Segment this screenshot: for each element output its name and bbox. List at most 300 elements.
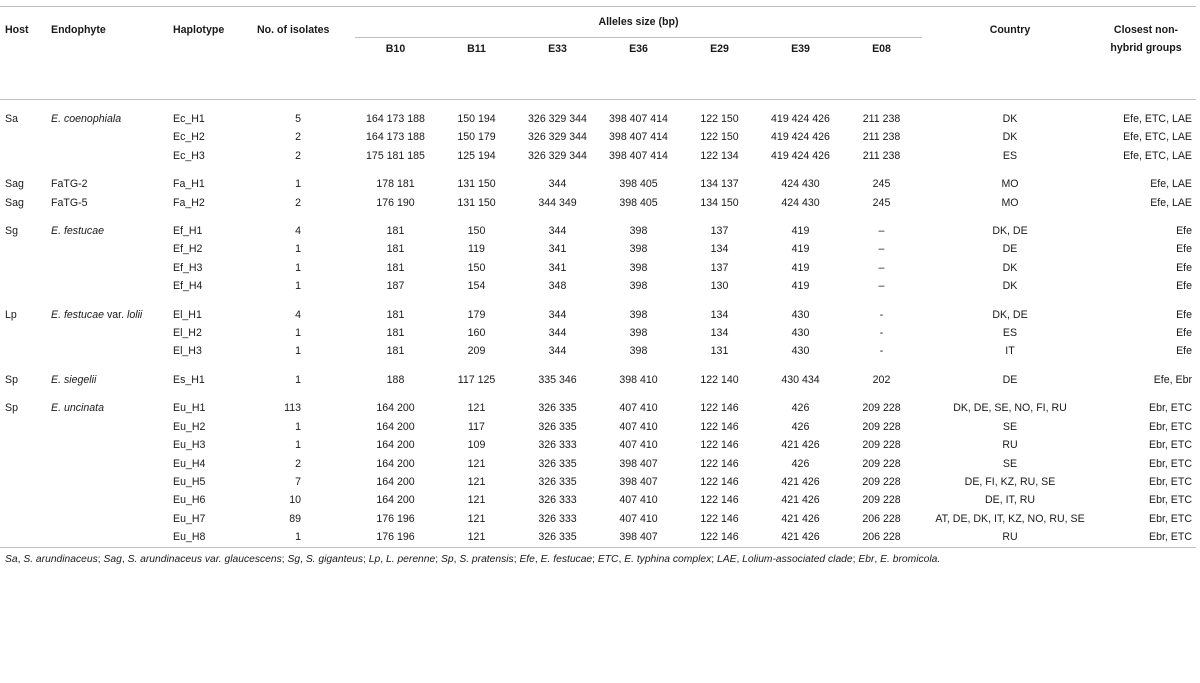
- cell-iso: 2: [295, 196, 301, 209]
- cell-e29: 122 150: [700, 113, 739, 125]
- cell-e08: 209 228: [862, 439, 901, 452]
- header-b11: B11: [467, 43, 486, 55]
- cell-iso: 10: [289, 494, 301, 507]
- cell-closest: Ebr, ETC: [1149, 531, 1192, 544]
- group-spacer: [0, 100, 1196, 111]
- cell-e29: 122 146: [700, 475, 739, 488]
- header-b10: B10: [385, 43, 406, 55]
- endophyte-name: E. uncinata: [51, 402, 105, 415]
- cell-e08: 209 228: [862, 420, 901, 433]
- cell-closest: Efe, ETC, LAE: [1123, 113, 1192, 125]
- cell-e36: 398 407: [619, 457, 658, 470]
- cell-iso: 113: [284, 402, 301, 415]
- cell-endophyte: [49, 147, 171, 165]
- cell-e36: 398 405: [619, 196, 658, 209]
- cell-b10: 164 200: [376, 494, 415, 507]
- cell-e39: 419 424 426: [771, 131, 830, 144]
- cell-endophyte: [49, 259, 171, 277]
- cell-closest: Efe: [1176, 327, 1192, 340]
- cell-hap: Eu_H1: [173, 402, 206, 415]
- cell-e33: 326 335: [538, 475, 577, 488]
- cell-iso: 1: [295, 261, 301, 274]
- table-row: [0, 277, 1196, 295]
- cell-e36: 398 405: [619, 178, 658, 191]
- table-row: [0, 175, 1196, 193]
- cell-b11: 121: [467, 531, 486, 544]
- cell-e33: 326 329 344: [528, 131, 587, 144]
- table-row: [0, 240, 1196, 258]
- cell-iso: 2: [295, 457, 301, 470]
- cell-iso: 89: [289, 512, 301, 525]
- table-row: [0, 473, 1196, 491]
- cell-e33: 348: [548, 280, 567, 293]
- cell-e39: 421 426: [781, 439, 820, 452]
- header-e29: E29: [710, 43, 729, 55]
- footnote: Sa, S. arundinaceus; Sag, S. arundinaceus var. glaucescens; Sg, S. giganteus; Lp, L. perenne; Sp, S. pratensis; Efe, E. festucae; ETC, E. typhina complex; LAE, Lolium-associated clade; Ebr, E. bromicola.: [0, 547, 1196, 572]
- cell-e08: –: [878, 261, 885, 274]
- header-e36: E36: [629, 43, 648, 55]
- cell-endophyte: [49, 324, 171, 342]
- cell-e33: 326 333: [538, 439, 577, 452]
- cell-b10: 176 196: [376, 512, 415, 525]
- header-e33: E33: [548, 43, 567, 55]
- cell-closest: Efe, LAE: [1150, 178, 1192, 191]
- cell-iso: 1: [295, 420, 301, 433]
- cell-b11: 150 194: [457, 113, 496, 125]
- cell-hap: Ec_H3: [173, 149, 205, 162]
- table-row: [0, 528, 1196, 547]
- cell-e08: 206 228: [862, 512, 901, 525]
- header-country: Country: [922, 7, 1098, 100]
- cell-host: Sp: [5, 373, 18, 386]
- cell-endophyte: [49, 455, 171, 473]
- cell-iso: 1: [295, 280, 301, 293]
- cell-e33: 344 349: [538, 196, 577, 209]
- cell-b11: 121: [467, 475, 486, 488]
- cell-host: [0, 147, 49, 165]
- cell-e36: 398: [629, 261, 648, 274]
- cell-e29: 134 137: [700, 178, 739, 191]
- cell-closest: Ebr, ETC: [1149, 512, 1192, 525]
- cell-iso: 7: [295, 475, 301, 488]
- cell-e08: -: [879, 327, 884, 340]
- group-spacer: [0, 212, 1196, 222]
- group-spacer: [0, 361, 1196, 371]
- cell-endophyte: [49, 418, 171, 436]
- cell-e36: 398 407 414: [609, 131, 668, 144]
- cell-e36: 398: [629, 280, 648, 293]
- cell-e08: 209 228: [862, 494, 901, 507]
- table-body: [0, 100, 1196, 548]
- cell-country: RU: [1002, 531, 1018, 544]
- cell-e36: 398 407: [619, 475, 658, 488]
- cell-hap: Ef_H2: [173, 243, 203, 256]
- endophyte-name: FaTG-2: [51, 178, 88, 191]
- cell-country: SE: [1002, 420, 1018, 433]
- cell-b10: 176 196: [376, 531, 415, 544]
- table-row: [0, 194, 1196, 212]
- cell-hap: Eu_H8: [173, 531, 206, 544]
- cell-e39: 419: [791, 243, 810, 256]
- cell-country: ES: [1002, 149, 1018, 162]
- cell-e39: 421 426: [781, 494, 820, 507]
- cell-country: DE: [1002, 373, 1018, 386]
- table-row: [0, 259, 1196, 277]
- cell-host: [0, 455, 49, 473]
- cell-e39: 421 426: [781, 512, 820, 525]
- endophyte-variety: lolii: [126, 308, 143, 321]
- cell-e36: 398 407: [619, 531, 658, 544]
- cell-host: [0, 259, 49, 277]
- cell-e08: 209 228: [862, 475, 901, 488]
- cell-country: IT: [1005, 345, 1015, 358]
- endophyte-name: E. festucae: [51, 308, 104, 321]
- cell-e33: 326 335: [538, 402, 577, 415]
- cell-host: [0, 510, 49, 528]
- cell-country: DK: [1002, 131, 1018, 144]
- cell-country: DK, DE: [992, 225, 1028, 238]
- cell-host: [0, 240, 49, 258]
- cell-e33: 335 346: [538, 373, 577, 386]
- cell-b10: 175 181 185: [366, 149, 425, 162]
- cell-endophyte: [49, 491, 171, 509]
- cell-endophyte: [49, 306, 171, 324]
- cell-b11: 121: [467, 494, 486, 507]
- cell-e29: 137: [710, 261, 729, 274]
- cell-e29: 122 146: [700, 494, 739, 507]
- cell-closest: Ebr, ETC: [1149, 420, 1192, 433]
- cell-host: [0, 324, 49, 342]
- cell-e33: 344: [548, 178, 567, 191]
- table-row: [0, 491, 1196, 509]
- cell-b11: 131 150: [457, 196, 496, 209]
- cell-e08: 209 228: [862, 402, 901, 415]
- cell-iso: 1: [295, 345, 301, 358]
- cell-e08: 245: [872, 178, 891, 191]
- table-row: [0, 306, 1196, 324]
- cell-host: Sp: [5, 402, 18, 415]
- table-row: [0, 128, 1196, 146]
- cell-e39: 419: [791, 280, 810, 293]
- cell-hap: Es_H1: [173, 373, 205, 386]
- table-row: [0, 436, 1196, 454]
- cell-e29: 134: [710, 308, 729, 321]
- alleles-table: [0, 6, 1196, 572]
- cell-host: [0, 418, 49, 436]
- cell-e36: 398: [629, 243, 648, 256]
- cell-e29: 122 146: [700, 439, 739, 452]
- header-e39: E39: [791, 43, 810, 55]
- cell-host: Sag: [5, 196, 24, 209]
- cell-b10: 181: [386, 308, 405, 321]
- cell-e39: 419: [791, 225, 810, 238]
- cell-e36: 398: [629, 225, 648, 238]
- cell-e33: 326 333: [538, 512, 577, 525]
- cell-e33: 341: [548, 261, 567, 274]
- cell-b10: 164 200: [376, 402, 415, 415]
- cell-e29: 122 146: [700, 420, 739, 433]
- cell-e39: 419: [791, 261, 810, 274]
- cell-e08: 202: [872, 373, 891, 386]
- cell-e33: 326 335: [538, 420, 577, 433]
- cell-e29: 122 146: [700, 402, 739, 415]
- cell-b11: 150: [467, 225, 486, 238]
- cell-closest: Efe, ETC, LAE: [1123, 131, 1192, 144]
- cell-e39: 424 430: [781, 196, 820, 209]
- cell-host: Sg: [5, 225, 18, 238]
- cell-e29: 134: [710, 327, 729, 340]
- group-spacer: [0, 165, 1196, 175]
- cell-iso: 1: [295, 178, 301, 191]
- cell-e08: –: [878, 243, 885, 256]
- table-row: [0, 324, 1196, 342]
- cell-country: DK: [1002, 261, 1018, 274]
- table-row: [0, 110, 1196, 128]
- cell-country: DK: [1002, 113, 1018, 125]
- endophyte-var: var.: [104, 308, 127, 321]
- cell-e36: 407 410: [619, 439, 658, 452]
- endophyte-name: E. coenophiala: [51, 113, 122, 125]
- cell-b11: 117: [468, 420, 485, 433]
- cell-endophyte: [49, 342, 171, 360]
- cell-closest: Efe: [1176, 243, 1192, 256]
- cell-closest: Efe: [1176, 225, 1192, 238]
- cell-b11: 125 194: [457, 149, 496, 162]
- cell-b10: 176 190: [376, 196, 415, 209]
- cell-b11: 209: [467, 345, 486, 358]
- cell-country: DE, IT, RU: [984, 494, 1036, 507]
- cell-b11: 160: [467, 327, 486, 340]
- cell-b11: 109: [467, 439, 486, 452]
- group-spacer: [0, 389, 1196, 399]
- cell-host: [0, 277, 49, 295]
- table-row: [0, 455, 1196, 473]
- cell-country: MO: [1001, 178, 1019, 191]
- table-row: [0, 147, 1196, 165]
- cell-b11: 131 150: [457, 178, 496, 191]
- cell-endophyte: [49, 240, 171, 258]
- cell-hap: Ef_H3: [173, 261, 203, 274]
- table-row: [0, 399, 1196, 417]
- cell-e29: 122 140: [700, 373, 739, 386]
- header-alleles-group: Alleles size (bp): [355, 7, 922, 38]
- cell-host: [0, 436, 49, 454]
- table-row: [0, 222, 1196, 240]
- cell-closest: Efe, ETC, LAE: [1123, 149, 1192, 162]
- cell-e36: 407 410: [619, 420, 658, 433]
- cell-e33: 326 329 344: [528, 149, 587, 162]
- cell-b11: 121: [467, 512, 486, 525]
- cell-hap: Ef_H4: [173, 280, 203, 293]
- cell-e39: 419 424 426: [771, 149, 830, 162]
- cell-endophyte: [49, 222, 171, 240]
- cell-e29: 130: [710, 280, 729, 293]
- table-row: [0, 418, 1196, 436]
- cell-b10: 187: [386, 280, 405, 293]
- cell-country: AT, DE, DK, IT, KZ, NO, RU, SE: [935, 512, 1085, 525]
- endophyte-name: FaTG-5: [51, 196, 88, 209]
- cell-e39: 430 434: [781, 373, 820, 386]
- cell-b10: 181: [386, 225, 405, 238]
- cell-closest: Efe, LAE: [1150, 196, 1192, 209]
- cell-e39: 430: [791, 345, 810, 358]
- cell-b11: 121: [467, 457, 486, 470]
- cell-iso: 4: [295, 308, 301, 321]
- cell-e08: -: [879, 308, 884, 321]
- cell-b11: 154: [467, 280, 486, 293]
- cell-b11: 117 125: [457, 373, 496, 386]
- cell-e33: 326 333: [538, 494, 577, 507]
- header-isolates: No. of isolates: [253, 7, 355, 100]
- cell-hap: Eu_H5: [173, 475, 206, 488]
- table-row: [0, 342, 1196, 360]
- cell-b10: 164 200: [376, 420, 415, 433]
- cell-host: [0, 342, 49, 360]
- cell-endophyte: [49, 277, 171, 295]
- cell-e39: 426: [791, 457, 810, 470]
- cell-e29: 131: [710, 345, 729, 358]
- cell-b11: 121: [467, 402, 486, 415]
- cell-e33: 344: [548, 225, 567, 238]
- cell-e29: 122 146: [700, 531, 739, 544]
- cell-country: DK, DE, SE, NO, FI, RU: [953, 402, 1067, 415]
- cell-host: Sag: [5, 178, 24, 191]
- cell-e08: 211 238: [862, 149, 901, 162]
- header-closest: Closest non-hybrid groups: [1098, 7, 1196, 100]
- cell-hap: Eu_H2: [173, 420, 206, 433]
- cell-e29: 137: [710, 225, 729, 238]
- cell-closest: Efe: [1176, 345, 1192, 358]
- cell-e39: 430: [791, 308, 810, 321]
- cell-e36: 407 410: [619, 402, 658, 415]
- cell-closest: Efe: [1176, 261, 1192, 274]
- cell-hap: Ec_H1: [173, 113, 205, 125]
- cell-iso: 2: [295, 149, 301, 162]
- cell-e29: 122 146: [700, 457, 739, 470]
- cell-host: Lp: [5, 308, 17, 321]
- cell-e33: 344: [548, 345, 567, 358]
- header-haplotype: Haplotype: [171, 7, 253, 100]
- cell-e39: 421 426: [781, 475, 820, 488]
- cell-e39: 430: [791, 327, 810, 340]
- cell-closest: Ebr, ETC: [1149, 457, 1192, 470]
- cell-e39: 426: [791, 402, 810, 415]
- cell-hap: El_H2: [173, 327, 202, 340]
- cell-e39: 424 430: [781, 178, 820, 191]
- endophyte-name: E. siegelii: [51, 373, 97, 386]
- cell-e29: 134: [710, 243, 729, 256]
- cell-endophyte: [49, 371, 171, 389]
- cell-hap: Eu_H4: [173, 457, 206, 470]
- cell-endophyte: [49, 399, 171, 417]
- cell-endophyte: [49, 473, 171, 491]
- cell-b10: 181: [386, 261, 405, 274]
- cell-iso: 1: [295, 327, 301, 340]
- cell-hap: El_H1: [173, 308, 202, 321]
- cell-e08: 206 228: [862, 531, 901, 544]
- cell-endophyte: [49, 175, 171, 193]
- cell-host: [0, 128, 49, 146]
- cell-iso: 2: [295, 131, 301, 144]
- cell-e29: 122 150: [700, 131, 739, 144]
- cell-country: ES: [1002, 327, 1018, 340]
- cell-b10: 164 200: [376, 475, 415, 488]
- cell-b10: 181: [386, 327, 405, 340]
- cell-endophyte: [49, 194, 171, 212]
- cell-host: [0, 491, 49, 509]
- cell-iso: 1: [295, 373, 301, 386]
- cell-e39: 421 426: [781, 531, 820, 544]
- cell-endophyte: [49, 528, 171, 547]
- cell-closest: Ebr, ETC: [1149, 494, 1192, 507]
- cell-e36: 398 407 414: [609, 149, 668, 162]
- cell-host: [0, 473, 49, 491]
- cell-endophyte: [49, 510, 171, 528]
- cell-country: RU: [1002, 439, 1018, 452]
- cell-e33: 326 335: [538, 531, 577, 544]
- cell-b11: 119: [468, 243, 485, 256]
- cell-hap: Eu_H6: [173, 494, 206, 507]
- cell-country: DE: [1002, 243, 1018, 256]
- cell-e08: –: [878, 280, 885, 293]
- cell-hap: Ec_H2: [173, 131, 205, 144]
- cell-e36: 398: [629, 327, 648, 340]
- cell-e08: 211 238: [862, 113, 901, 125]
- cell-b10: 181: [386, 243, 405, 256]
- cell-e36: 407 410: [619, 494, 658, 507]
- cell-e36: 398 410: [619, 373, 658, 386]
- cell-hap: Ef_H1: [173, 225, 203, 238]
- cell-closest: Efe, Ebr: [1153, 373, 1192, 386]
- cell-e33: 344: [548, 308, 567, 321]
- cell-country: MO: [1001, 196, 1019, 209]
- cell-host: [0, 528, 49, 547]
- cell-country: SE: [1002, 457, 1018, 470]
- group-spacer: [0, 296, 1196, 306]
- cell-e29: 122 134: [700, 149, 739, 162]
- cell-endophyte: [49, 436, 171, 454]
- cell-b10: 164 200: [376, 439, 415, 452]
- cell-country: DK, DE: [992, 308, 1028, 321]
- header-e08: E08: [872, 43, 891, 55]
- endophyte-name: E. festucae: [51, 225, 104, 238]
- header-host: Host: [0, 7, 49, 100]
- cell-b10: 164 173 188: [366, 113, 425, 125]
- cell-b11: 150: [467, 261, 486, 274]
- cell-closest: Efe: [1176, 308, 1192, 321]
- cell-hap: Eu_H7: [173, 512, 206, 525]
- cell-e33: 341: [548, 243, 567, 256]
- cell-iso: 5: [295, 113, 301, 125]
- cell-b11: 179: [467, 308, 486, 321]
- cell-closest: Ebr, ETC: [1149, 439, 1192, 452]
- cell-b10: 181: [386, 345, 405, 358]
- cell-b10: 164 200: [376, 457, 415, 470]
- table-row: [0, 510, 1196, 528]
- cell-iso: 1: [295, 243, 301, 256]
- cell-b10: 178 181: [376, 178, 415, 191]
- cell-endophyte: [49, 110, 171, 128]
- cell-e33: 344: [548, 327, 567, 340]
- cell-e39: 419 424 426: [771, 113, 830, 125]
- cell-endophyte: [49, 128, 171, 146]
- cell-country: DK: [1002, 280, 1018, 293]
- cell-hap: Fa_H2: [173, 196, 205, 209]
- cell-e36: 407 410: [619, 512, 658, 525]
- cell-e08: –: [878, 225, 885, 238]
- cell-hap: Eu_H3: [173, 439, 206, 452]
- cell-e33: 326 335: [538, 457, 577, 470]
